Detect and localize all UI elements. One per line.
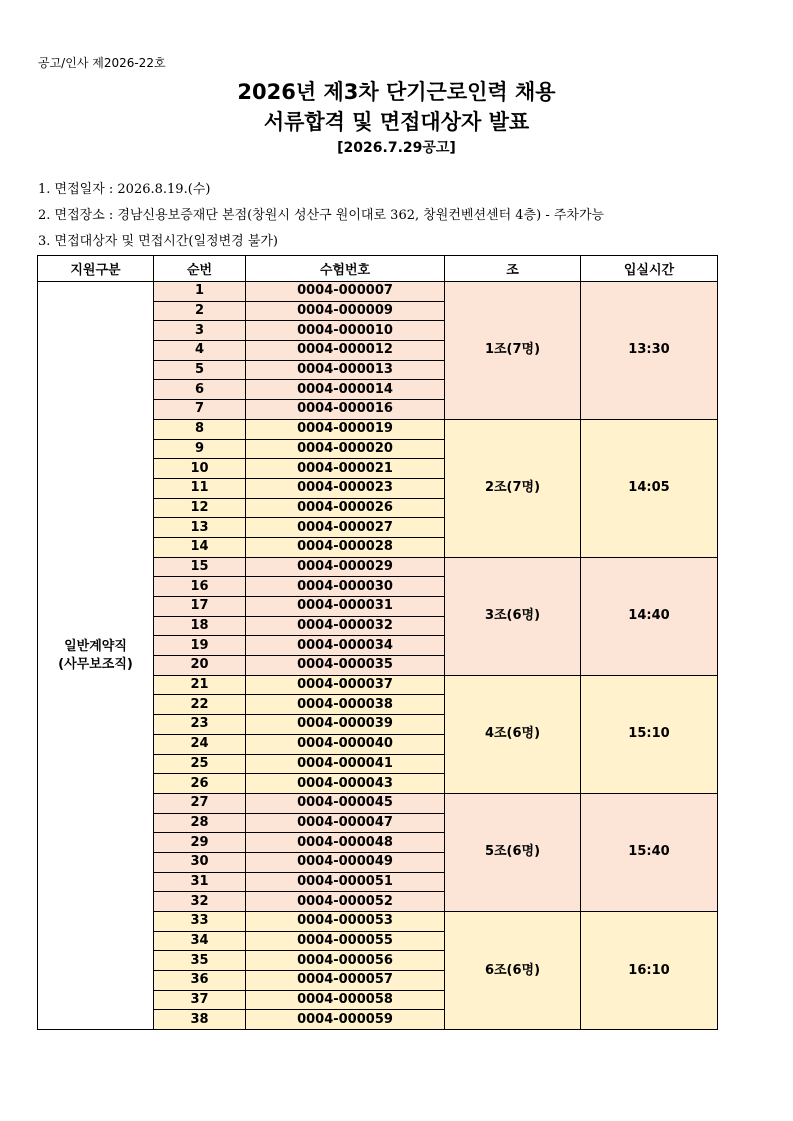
seq-cell: 36	[154, 971, 246, 991]
header-exam-number: 수험번호	[246, 256, 445, 282]
seq-cell: 10	[154, 459, 246, 479]
table-row	[38, 282, 718, 302]
interview-date: 1. 면접일자 : 2026.8.19.(수)	[38, 182, 211, 197]
exam-number-cell: 0004-000056	[246, 951, 445, 971]
seq-cell: 34	[154, 931, 246, 951]
seq-cell: 22	[154, 695, 246, 715]
interview-schedule-heading: 3. 면접대상자 및 면접시간(일정변경 불가)	[38, 234, 279, 249]
exam-number-cell: 0004-000049	[246, 852, 445, 872]
seq-cell: 20	[154, 656, 246, 676]
exam-number-cell: 0004-000021	[246, 459, 445, 479]
header-seq: 순번	[154, 256, 246, 282]
seq-cell: 24	[154, 734, 246, 754]
seq-cell: 29	[154, 833, 246, 853]
seq-cell: 17	[154, 597, 246, 617]
seq-cell: 18	[154, 616, 246, 636]
exam-number-cell: 0004-000038	[246, 695, 445, 715]
exam-number-cell: 0004-000020	[246, 439, 445, 459]
group-cell: 5조(6명)	[445, 793, 581, 911]
entry-time-cell: 15:40	[581, 793, 718, 911]
exam-number-cell: 0004-000055	[246, 931, 445, 951]
exam-number-cell: 0004-000012	[246, 341, 445, 361]
exam-number-cell: 0004-000048	[246, 833, 445, 853]
exam-number-cell: 0004-000016	[246, 400, 445, 420]
exam-number-cell: 0004-000037	[246, 675, 445, 695]
header-category: 지원구분	[38, 256, 154, 282]
exam-number-cell: 0004-000014	[246, 380, 445, 400]
category-label-line2: (사무보조직)	[58, 656, 133, 672]
seq-cell: 38	[154, 1010, 246, 1030]
seq-cell: 33	[154, 912, 246, 932]
exam-number-cell: 0004-000028	[246, 537, 445, 557]
exam-number-cell: 0004-000023	[246, 478, 445, 498]
exam-number-cell: 0004-000040	[246, 734, 445, 754]
entry-time-cell: 16:10	[581, 912, 718, 1030]
group-cell: 3조(6명)	[445, 557, 581, 675]
seq-cell: 5	[154, 360, 246, 380]
entry-time-cell: 13:30	[581, 282, 718, 420]
group-cell: 2조(7명)	[445, 419, 581, 557]
exam-number-cell: 0004-000026	[246, 498, 445, 518]
entry-time-cell: 14:05	[581, 419, 718, 557]
exam-number-cell: 0004-000035	[246, 656, 445, 676]
group-cell: 1조(7명)	[445, 282, 581, 420]
table-body	[38, 282, 718, 1030]
seq-cell: 32	[154, 892, 246, 912]
exam-number-cell: 0004-000039	[246, 715, 445, 735]
exam-number-cell: 0004-000010	[246, 321, 445, 341]
seq-cell: 3	[154, 321, 246, 341]
title-line-1: 2026년 제3차 단기근로인력 채용	[237, 80, 556, 104]
seq-cell: 16	[154, 577, 246, 597]
exam-number-cell: 0004-000058	[246, 990, 445, 1010]
exam-number-cell: 0004-000027	[246, 518, 445, 538]
seq-cell: 14	[154, 537, 246, 557]
seq-cell: 21	[154, 675, 246, 695]
seq-cell: 37	[154, 990, 246, 1010]
exam-number-cell: 0004-000041	[246, 754, 445, 774]
seq-cell: 27	[154, 793, 246, 813]
seq-cell: 8	[154, 419, 246, 439]
category-label-line1: 일반계약직	[64, 638, 127, 654]
exam-number-cell: 0004-000034	[246, 636, 445, 656]
exam-number-cell: 0004-000047	[246, 813, 445, 833]
category-cell	[38, 282, 154, 1030]
seq-cell: 1	[154, 282, 246, 302]
announcement-date: [2026.7.29공고]	[337, 140, 456, 156]
group-cell: 6조(6명)	[445, 912, 581, 1030]
seq-cell: 35	[154, 951, 246, 971]
exam-number-cell: 0004-000032	[246, 616, 445, 636]
exam-number-cell: 0004-000007	[246, 282, 445, 302]
seq-cell: 30	[154, 852, 246, 872]
exam-number-cell: 0004-000052	[246, 892, 445, 912]
exam-number-cell: 0004-000030	[246, 577, 445, 597]
seq-cell: 25	[154, 754, 246, 774]
seq-cell: 26	[154, 774, 246, 794]
exam-number-cell: 0004-000051	[246, 872, 445, 892]
interview-schedule-table	[37, 255, 718, 1030]
entry-time-cell: 14:40	[581, 557, 718, 675]
header-group: 조	[445, 256, 581, 282]
table-header-row	[38, 256, 718, 282]
seq-cell: 6	[154, 380, 246, 400]
exam-number-cell: 0004-000045	[246, 793, 445, 813]
document-number: 공고/인사 제2026-22호	[38, 56, 166, 70]
seq-cell: 31	[154, 872, 246, 892]
seq-cell: 28	[154, 813, 246, 833]
seq-cell: 7	[154, 400, 246, 420]
seq-cell: 2	[154, 301, 246, 321]
exam-number-cell: 0004-000057	[246, 971, 445, 991]
seq-cell: 12	[154, 498, 246, 518]
exam-number-cell: 0004-000059	[246, 1010, 445, 1030]
exam-number-cell: 0004-000031	[246, 597, 445, 617]
seq-cell: 23	[154, 715, 246, 735]
exam-number-cell: 0004-000043	[246, 774, 445, 794]
seq-cell: 15	[154, 557, 246, 577]
seq-cell: 4	[154, 341, 246, 361]
exam-number-cell: 0004-000013	[246, 360, 445, 380]
interview-location: 2. 면접장소 : 경남신용보증재단 본점(창원시 성산구 원이대로 362, 창원컨벤션센터 4층) - 주차가능	[38, 208, 605, 223]
exam-number-cell: 0004-000053	[246, 912, 445, 932]
group-cell: 4조(6명)	[445, 675, 581, 793]
seq-cell: 13	[154, 518, 246, 538]
title-line-2: 서류합격 및 면접대상자 발표	[263, 110, 530, 134]
seq-cell: 11	[154, 478, 246, 498]
exam-number-cell: 0004-000019	[246, 419, 445, 439]
seq-cell: 19	[154, 636, 246, 656]
exam-number-cell: 0004-000009	[246, 301, 445, 321]
exam-number-cell: 0004-000029	[246, 557, 445, 577]
seq-cell: 9	[154, 439, 246, 459]
entry-time-cell: 15:10	[581, 675, 718, 793]
header-entry-time: 입실시간	[581, 256, 718, 282]
